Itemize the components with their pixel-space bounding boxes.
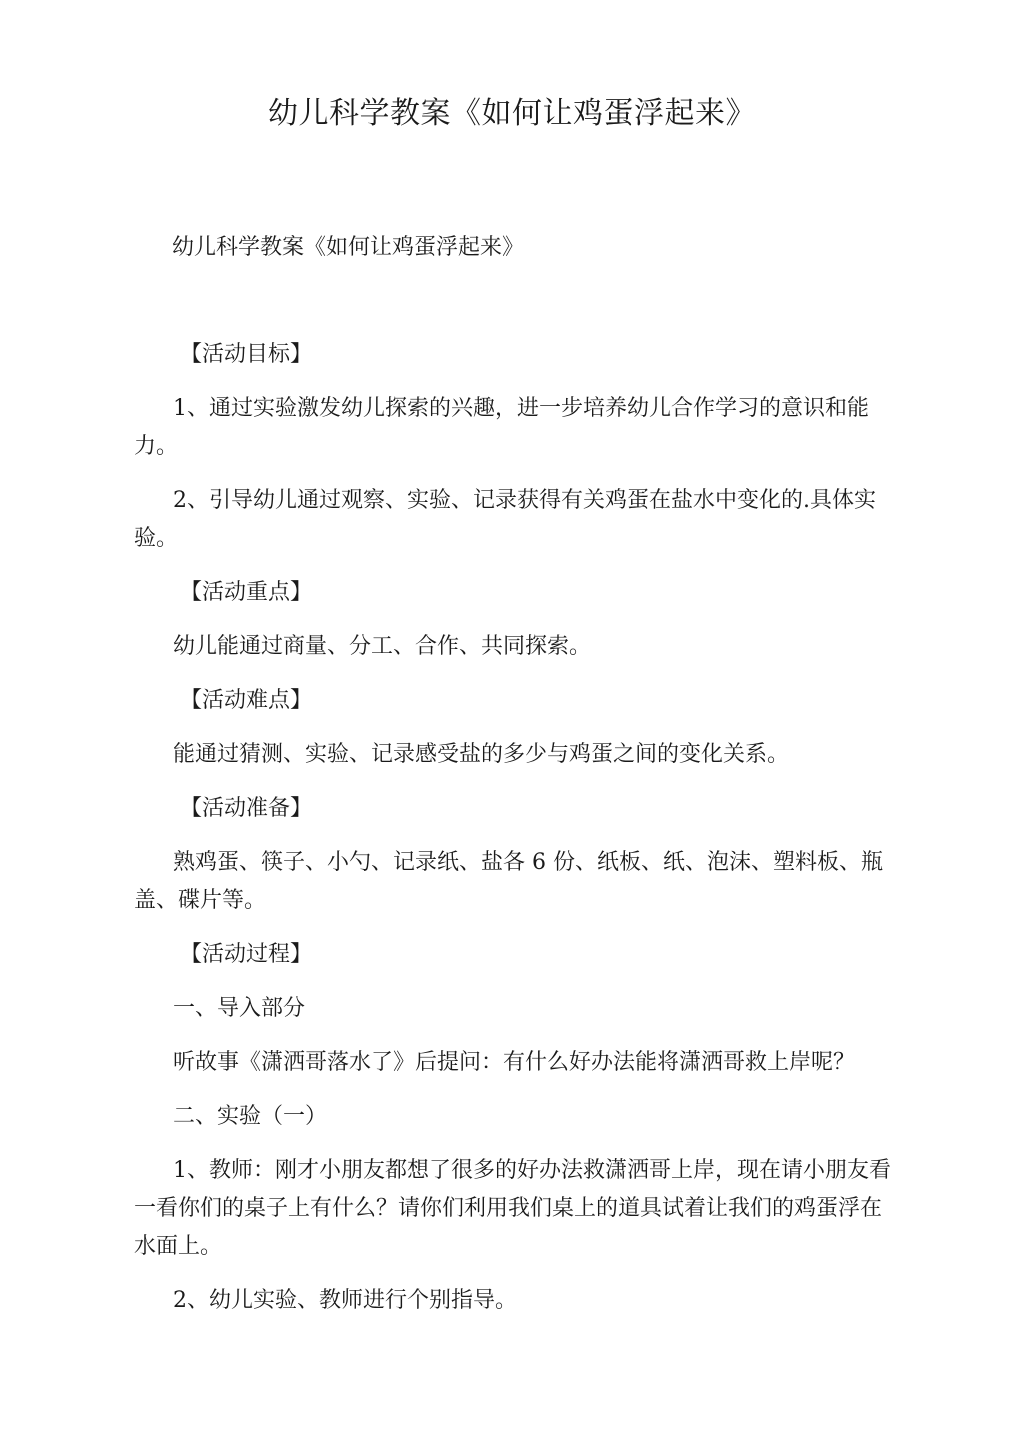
section-heading-goals: 【活动目标】	[180, 342, 313, 367]
section-heading-preparation: 【活动准备】	[180, 796, 313, 821]
document-subtitle: 幼儿科学教案《如何让鸡蛋浮起来》	[172, 235, 525, 260]
process-step-experiment-1: 二、实验（一）	[173, 1104, 328, 1129]
process-intro-text: 听故事《潇洒哥落水了》后提问：有什么好办法能将潇洒哥救上岸呢？	[173, 1050, 856, 1075]
difficulty-text: 能通过猜测、实验、记录感受盐的多少与鸡蛋之间的变化关系。	[173, 742, 790, 767]
document-body	[134, 336, 894, 1320]
section-heading-process: 【活动过程】	[180, 942, 313, 967]
preparation-text: 熟鸡蛋、筷子、小勺、记录纸、盐各 6 份、纸板、纸、泡沫、塑料板、瓶盖、碟片等。	[134, 850, 883, 913]
process-step-intro: 一、导入部分	[173, 996, 306, 1021]
goal-item-2: 2、引导幼儿通过观察、实验、记录获得有关鸡蛋在盐水中变化的.具体实验。	[134, 488, 876, 551]
experiment-item-2: 2、幼儿实验、教师进行个别指导。	[173, 1288, 517, 1313]
section-heading-focus: 【活动重点】	[180, 580, 313, 605]
experiment-item-1: 1、教师：刚才小朋友都想了很多的好办法救潇洒哥上岸，现在请小朋友看一看你们的桌子上有什么？请你们利用我们桌上的道具试着让我们的鸡蛋浮在水面上。	[134, 1158, 891, 1259]
focus-text: 幼儿能通过商量、分工、合作、共同探索。	[173, 634, 592, 659]
section-heading-difficulty: 【活动难点】	[180, 688, 313, 713]
document-title: 幼儿科学教案《如何让鸡蛋浮起来》	[268, 96, 756, 131]
goal-item-1: 1、通过实验激发幼儿探索的兴趣，进一步培养幼儿合作学习的意识和能力。	[134, 396, 869, 459]
